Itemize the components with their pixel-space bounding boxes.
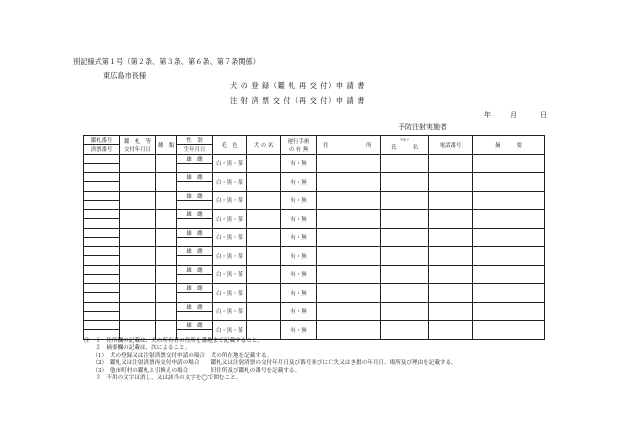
header-cert-no: 済票番号 [84, 145, 120, 154]
coat-cell[interactable]: 白・黒・茶 [213, 284, 247, 303]
remarks-cell[interactable] [473, 228, 545, 247]
dog-name-cell[interactable] [247, 173, 281, 192]
cert-no-cell[interactable] [84, 219, 120, 228]
dog-name-cell[interactable] [247, 210, 281, 229]
remarks-cell[interactable] [473, 191, 545, 210]
breed-cell[interactable] [156, 210, 177, 229]
header-breed: 種 類 [156, 136, 177, 155]
sex-cell[interactable] [177, 247, 213, 256]
address-cell[interactable] [317, 247, 381, 266]
birth-cell[interactable] [177, 182, 213, 191]
owner-cell[interactable] [381, 265, 429, 284]
table-row [84, 210, 545, 219]
tag-no-cell[interactable] [84, 173, 120, 182]
note-2c: （3） 他市町村の鑑札と引換えの場合 旧住所及び鑑札の番号を記載する。 [84, 367, 301, 374]
birth-cell[interactable] [177, 219, 213, 228]
address-cell[interactable] [317, 173, 381, 192]
cert-no-cell[interactable] [84, 311, 120, 320]
birth-cell[interactable] [177, 163, 213, 172]
vaccine-cell[interactable]: 有・無 [281, 265, 317, 284]
table-row [84, 154, 545, 163]
coat-cell[interactable]: 白・黒・茶 [213, 265, 247, 284]
sex-male-option[interactable]: 雄 [186, 249, 192, 256]
issue-date-cell[interactable] [120, 191, 156, 210]
vaccine-cell[interactable]: 有・無 [281, 210, 317, 229]
phone-cell[interactable] [429, 154, 473, 173]
birth-cell[interactable] [177, 256, 213, 265]
cert-no-cell[interactable] [84, 200, 120, 209]
phone-cell[interactable] [429, 247, 473, 266]
issue-date-cell[interactable] [120, 173, 156, 192]
applicant-label: 予防注射実施者 [398, 123, 447, 131]
note-1: 注 １ 住所欄の記載は、犬の所有者の住所を番地まで記載すること。 [84, 338, 264, 344]
breed-cell[interactable] [156, 173, 177, 192]
sex-cell[interactable] [177, 265, 213, 274]
remarks-cell[interactable] [473, 302, 545, 321]
coat-cell[interactable]: 白・黒・茶 [213, 302, 247, 321]
remarks-cell[interactable] [473, 210, 545, 229]
sex-female-option[interactable]: 雌 [197, 304, 203, 311]
remarks-cell[interactable] [473, 265, 545, 284]
address-cell[interactable] [317, 302, 381, 321]
cert-no-cell[interactable] [84, 274, 120, 283]
owner-cell[interactable] [381, 173, 429, 192]
sex-male-option[interactable]: 雄 [186, 156, 192, 163]
sex-male-option[interactable]: 雄 [186, 286, 192, 293]
sex-cell[interactable] [177, 154, 213, 163]
phone-cell[interactable] [429, 228, 473, 247]
header-phone: 電話番号 [429, 136, 473, 155]
tag-no-cell[interactable] [84, 265, 120, 274]
table-row [84, 265, 545, 274]
sex-male-option[interactable]: 雄 [186, 230, 192, 237]
owner-cell[interactable] [381, 321, 429, 340]
breed-cell[interactable] [156, 321, 177, 340]
note-2: ２ 摘要欄の記載は、次によること。 [84, 345, 191, 352]
sex-male-option[interactable]: 雄 [186, 193, 192, 200]
table-row [84, 191, 545, 200]
breed-cell[interactable] [156, 154, 177, 173]
vaccine-cell[interactable]: 有・無 [281, 173, 317, 192]
vaccine-cell[interactable]: 有・無 [281, 321, 317, 340]
dog-name-cell[interactable] [247, 265, 281, 284]
breed-cell[interactable] [156, 247, 177, 266]
vaccine-cell[interactable]: 有・無 [281, 191, 317, 210]
header-issue-date: 鑑 札 等 交付年月日 [120, 136, 156, 155]
breed-cell[interactable] [156, 284, 177, 303]
header-owner-kana: ﾌﾘｶﾞﾅ [400, 138, 409, 143]
owner-cell[interactable] [381, 302, 429, 321]
address-cell[interactable] [317, 210, 381, 229]
sex-male-option[interactable]: 雄 [186, 212, 192, 219]
phone-cell[interactable] [429, 284, 473, 303]
owner-cell[interactable] [381, 228, 429, 247]
cert-no-cell[interactable] [84, 163, 120, 172]
sex-female-option[interactable]: 雌 [197, 212, 203, 219]
sex-female-option[interactable]: 雌 [197, 156, 203, 163]
birth-cell[interactable] [177, 274, 213, 283]
tag-no-cell[interactable] [84, 191, 120, 200]
sex-female-option[interactable]: 雌 [197, 230, 203, 237]
tag-no-cell[interactable] [84, 210, 120, 219]
issue-date-cell[interactable] [120, 210, 156, 229]
header-owner: ﾌﾘｶﾞﾅ 氏 名 [381, 136, 429, 155]
sex-female-option[interactable]: 雌 [197, 267, 203, 274]
date-day-field[interactable]: 日 [540, 111, 547, 119]
coat-cell[interactable]: 白・黒・茶 [213, 191, 247, 210]
dog-name-cell[interactable] [247, 191, 281, 210]
header-address: 住 所 [317, 136, 381, 155]
sex-female-option[interactable]: 雌 [197, 286, 203, 293]
header-birth: 生年月日 [177, 145, 213, 154]
dog-name-cell[interactable] [247, 154, 281, 173]
birth-cell[interactable] [177, 200, 213, 209]
form-title-1: 犬 の 登 録（鑑 札 再 交 付）申 請 書 [230, 81, 365, 90]
breed-cell[interactable] [156, 265, 177, 284]
table-row [84, 302, 545, 311]
table-row [84, 228, 545, 237]
cert-no-cell[interactable] [84, 256, 120, 265]
remarks-cell[interactable] [473, 321, 545, 340]
sex-cell[interactable] [177, 210, 213, 219]
sex-female-option[interactable]: 雌 [197, 193, 203, 200]
application-table [83, 135, 545, 340]
address-cell[interactable] [317, 265, 381, 284]
table-row [84, 321, 545, 330]
remarks-cell[interactable] [473, 173, 545, 192]
addressee: 東広島市長様 [103, 71, 147, 80]
vaccine-cell[interactable]: 有・無 [281, 228, 317, 247]
coat-cell[interactable]: 白・黒・茶 [213, 210, 247, 229]
form-reference: 別記様式第１号（第２条、第３条、第６条、第７条関係） [73, 57, 260, 66]
tag-no-cell[interactable] [84, 228, 120, 237]
header-tag-no: 鑑札番号 [84, 136, 120, 145]
vaccine-cell[interactable]: 有・無 [281, 284, 317, 303]
phone-cell[interactable] [429, 191, 473, 210]
issue-date-cell[interactable] [120, 228, 156, 247]
form-title-2: 注 射 済 票 交 付（再 交 付）申 請 書 [230, 96, 365, 105]
phone-cell[interactable] [429, 210, 473, 229]
sex-male-option[interactable]: 雄 [186, 267, 192, 274]
header-coat: 毛 色 [213, 136, 247, 155]
coat-cell[interactable]: 白・黒・茶 [213, 173, 247, 192]
issue-date-cell[interactable] [120, 154, 156, 173]
header-remarks: 摘 要 [473, 136, 545, 155]
owner-cell[interactable] [381, 284, 429, 303]
cert-no-cell[interactable] [84, 237, 120, 246]
vaccine-cell[interactable]: 有・無 [281, 154, 317, 173]
date-month-field[interactable]: 月 [510, 111, 517, 119]
birth-cell[interactable] [177, 293, 213, 302]
phone-cell[interactable] [429, 302, 473, 321]
address-cell[interactable] [317, 154, 381, 173]
address-cell[interactable] [317, 191, 381, 210]
note-2a: （1） 犬の登録又は注射済票交付申請の場合 犬の所在地を記載する。 [84, 352, 273, 359]
dog-name-cell[interactable] [247, 321, 281, 340]
address-cell[interactable] [317, 284, 381, 303]
sex-male-option[interactable]: 雄 [186, 304, 192, 311]
sex-male-option[interactable]: 雄 [186, 175, 192, 182]
issue-date-cell[interactable] [120, 265, 156, 284]
breed-cell[interactable] [156, 302, 177, 321]
tag-no-cell[interactable] [84, 247, 120, 256]
remarks-cell[interactable] [473, 284, 545, 303]
tag-no-cell[interactable] [84, 321, 120, 330]
sex-cell[interactable] [177, 191, 213, 200]
sex-female-option[interactable]: 雌 [197, 323, 203, 330]
owner-cell[interactable] [381, 210, 429, 229]
tag-no-cell[interactable] [84, 284, 120, 293]
dog-name-cell[interactable] [247, 302, 281, 321]
header-dog-name: 犬 の 名 [247, 136, 281, 155]
birth-cell[interactable] [177, 311, 213, 320]
sex-cell[interactable] [177, 173, 213, 182]
vaccine-cell[interactable]: 有・無 [281, 302, 317, 321]
dog-name-cell[interactable] [247, 228, 281, 247]
breed-cell[interactable] [156, 191, 177, 210]
sex-female-option[interactable]: 雌 [197, 249, 203, 256]
coat-cell[interactable]: 白・黒・茶 [213, 228, 247, 247]
notes [84, 338, 457, 382]
dog-name-cell[interactable] [247, 284, 281, 303]
sex-cell[interactable] [177, 228, 213, 237]
owner-cell[interactable] [381, 154, 429, 173]
issue-date-cell[interactable] [120, 284, 156, 303]
sex-male-option[interactable]: 雄 [186, 323, 192, 330]
sex-female-option[interactable]: 雌 [197, 175, 203, 182]
issue-date-cell[interactable] [120, 302, 156, 321]
note-2b: （2） 鑑札又は注射済票再交付申請の場合 鑑札又は注射済票の交付年月日及び番号並びに亡失又はき損の年月日、場所及び理由を記載する。 [84, 360, 457, 367]
owner-cell[interactable] [381, 247, 429, 266]
issue-date-cell[interactable] [120, 321, 156, 340]
phone-cell[interactable] [429, 265, 473, 284]
coat-cell[interactable]: 白・黒・茶 [213, 247, 247, 266]
sex-cell[interactable] [177, 321, 213, 330]
header-sex: 性 別 [177, 136, 213, 145]
address-cell[interactable] [317, 321, 381, 340]
table-row [84, 247, 545, 256]
phone-cell[interactable] [429, 321, 473, 340]
issue-date-cell[interactable] [120, 247, 156, 266]
cert-no-cell[interactable] [84, 293, 120, 302]
remarks-cell[interactable] [473, 154, 545, 173]
coat-cell[interactable]: 白・黒・茶 [213, 321, 247, 340]
address-cell[interactable] [317, 228, 381, 247]
sex-cell[interactable] [177, 284, 213, 293]
phone-cell[interactable] [429, 173, 473, 192]
coat-cell[interactable]: 白・黒・茶 [213, 154, 247, 173]
note-3: ３ 不用の文字は消し、又は該当の文字を◯で囲むこと。 [84, 375, 242, 382]
remarks-cell[interactable] [473, 247, 545, 266]
owner-cell[interactable] [381, 191, 429, 210]
tag-no-cell[interactable] [84, 154, 120, 163]
table-row [84, 284, 545, 293]
dog-name-cell[interactable] [247, 247, 281, 266]
vaccine-cell[interactable]: 有・無 [281, 247, 317, 266]
header-vaccine: 運行手術 の 有 無 [281, 136, 317, 155]
sex-cell[interactable] [177, 302, 213, 311]
breed-cell[interactable] [156, 228, 177, 247]
date-year-field[interactable]: 年 [484, 111, 491, 119]
table-row [84, 173, 545, 182]
tag-no-cell[interactable] [84, 302, 120, 311]
cert-no-cell[interactable] [84, 182, 120, 191]
birth-cell[interactable] [177, 237, 213, 246]
